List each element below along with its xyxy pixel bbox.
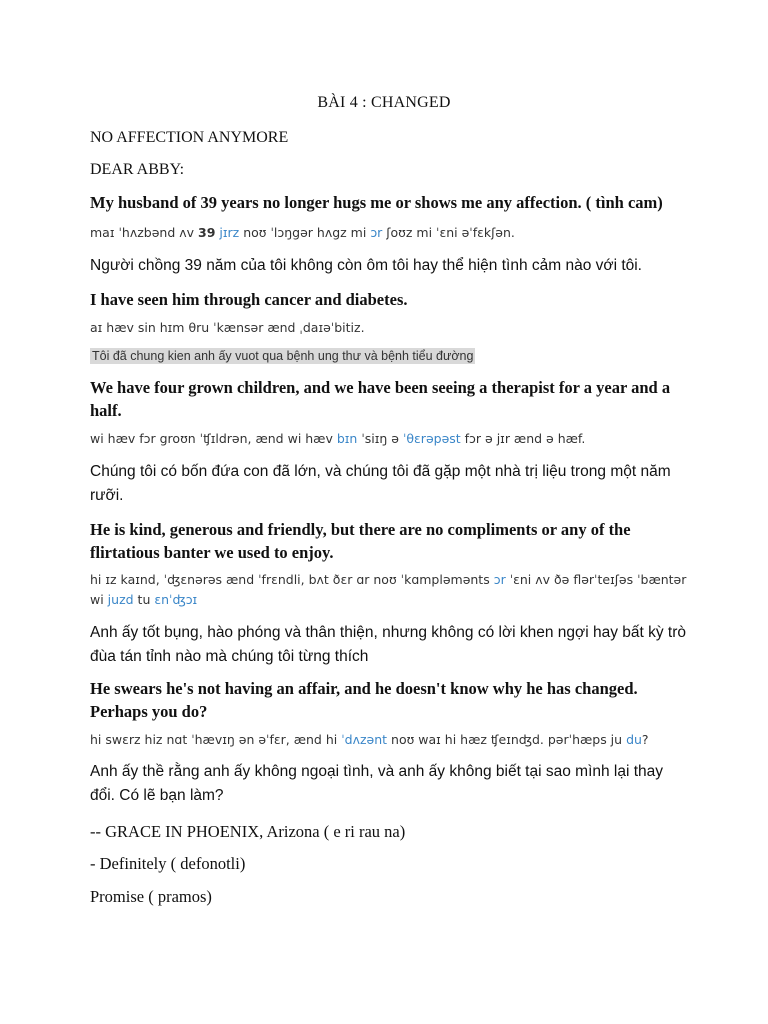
english-sentence-4: He is kind, generous and friendly, but there are no compliments or any of the flirtatious banter we used to enjoy. xyxy=(90,520,631,562)
ipa-linked-word: ɔr xyxy=(493,572,506,587)
ipa-linked-word: ˈθɛrəpəst xyxy=(402,431,461,446)
ipa-linked-word: jɪrz xyxy=(219,225,240,240)
signature-line: -- GRACE IN PHOENIX, Arizona ( e ri rau na) xyxy=(90,822,406,841)
vietnamese-sentence-5: Anh ấy thề rằng anh ấy không ngoại tình, và anh ấy không biết tại sao mình lại thay đổi. Có lẽ bạn làm? xyxy=(90,763,664,804)
ipa-sentence-1 xyxy=(90,222,690,244)
english-sentence-2: I have seen him through cancer and diabetes. xyxy=(90,290,408,309)
ipa-sentence-2 xyxy=(90,317,690,339)
ipa-segment: hi ɪz kaɪnd, ˈʤɛnərəs ænd ˈfrɛndli, bʌt ðɛr ɑr noʊ ˈkɑmpləmənts xyxy=(90,572,494,587)
ipa-segment: ˈɛni ʌv ðə flərˈteɪʃəs ˈbæntər wi xyxy=(90,572,687,607)
ipa-sentence-4 xyxy=(90,570,690,610)
ipa-segment: tu xyxy=(133,592,155,607)
ipa-sentence-5 xyxy=(90,729,690,751)
highlighted-translation: Tôi đã chung kien anh ấy vuot qua bệnh ung thư và bệnh tiểu đường xyxy=(92,349,474,363)
ipa-segment: noʊ ˈlɔŋgər hʌgz mi xyxy=(239,225,371,240)
ipa-segment: noʊ waɪ hi hæz ʧeɪnʤd. pərˈhæps ju xyxy=(387,732,627,747)
vietnamese-sentence-3: Chúng tôi có bốn đứa con đã lớn, và chúng tôi đã gặp một nhà trị liệu trong một năm rưỡi. xyxy=(90,463,671,504)
ipa-segment: hi swɛrz hiz nɑt ˈhævɪŋ ən əˈfɛr, ænd hi xyxy=(90,732,342,747)
ipa-linked-word: bɪn xyxy=(336,431,358,446)
english-sentence-1: My husband of 39 years no longer hugs me or shows me any affection. ( tình cam) xyxy=(90,193,663,212)
ipa-linked-word: ɔr xyxy=(370,225,383,240)
heading-no-affection: NO AFFECTION ANYMORE xyxy=(90,129,289,146)
ipa-linked-word: juzd xyxy=(107,592,134,607)
vocab-definitely: - Definitely ( defonotli) xyxy=(90,854,246,873)
vietnamese-sentence-4: Anh ấy tốt bụng, hào phóng và thân thiện, nhưng không có lời khen ngợi hay bất kỳ trò đùa tán tỉnh nào mà chúng tôi từng thích xyxy=(90,624,687,665)
ipa-segment: maɪ ˈhʌzbənd ʌv xyxy=(90,225,198,240)
ipa-segment: aɪ hæv sin hɪm θru ˈkænsər ænd ˌdaɪəˈbitiz. xyxy=(90,320,365,335)
ipa-segment: ? xyxy=(641,732,649,747)
english-sentence-5: He swears he's not having an affair, and he doesn't know why he has changed. Perhaps you do? xyxy=(90,679,638,721)
ipa-linked-word: du xyxy=(626,732,642,747)
ipa-segment: ʃoʊz mi ˈɛni əˈfɛkʃən. xyxy=(382,225,515,240)
ipa-segment: 39 xyxy=(198,225,216,240)
english-sentence-3: We have four grown children, and we have been seeing a therapist for a year and a half. xyxy=(90,378,671,420)
ipa-segment: wi hæv fɔr groʊn ˈʧɪldrən, ænd wi hæv xyxy=(90,431,337,446)
heading-dear-abby: DEAR ABBY: xyxy=(90,161,185,178)
ipa-sentence-3 xyxy=(90,428,690,450)
vietnamese-sentence-1: Người chồng 39 năm của tôi không còn ôm tôi hay thể hiện tình cảm nào với tôi. xyxy=(90,257,642,274)
ipa-linked-word: ɛnˈʤɔɪ xyxy=(154,592,198,607)
ipa-segment: fɔr ə jɪr ænd ə hæf. xyxy=(460,431,586,446)
vietnamese-sentence-2 xyxy=(90,344,690,368)
ipa-segment: ˈsiɪŋ ə xyxy=(357,431,403,446)
vocab-promise: Promise ( pramos) xyxy=(90,887,212,906)
ipa-linked-word: ˈdʌzənt xyxy=(341,732,388,747)
page-title: BÀI 4 : CHANGED xyxy=(317,94,451,111)
